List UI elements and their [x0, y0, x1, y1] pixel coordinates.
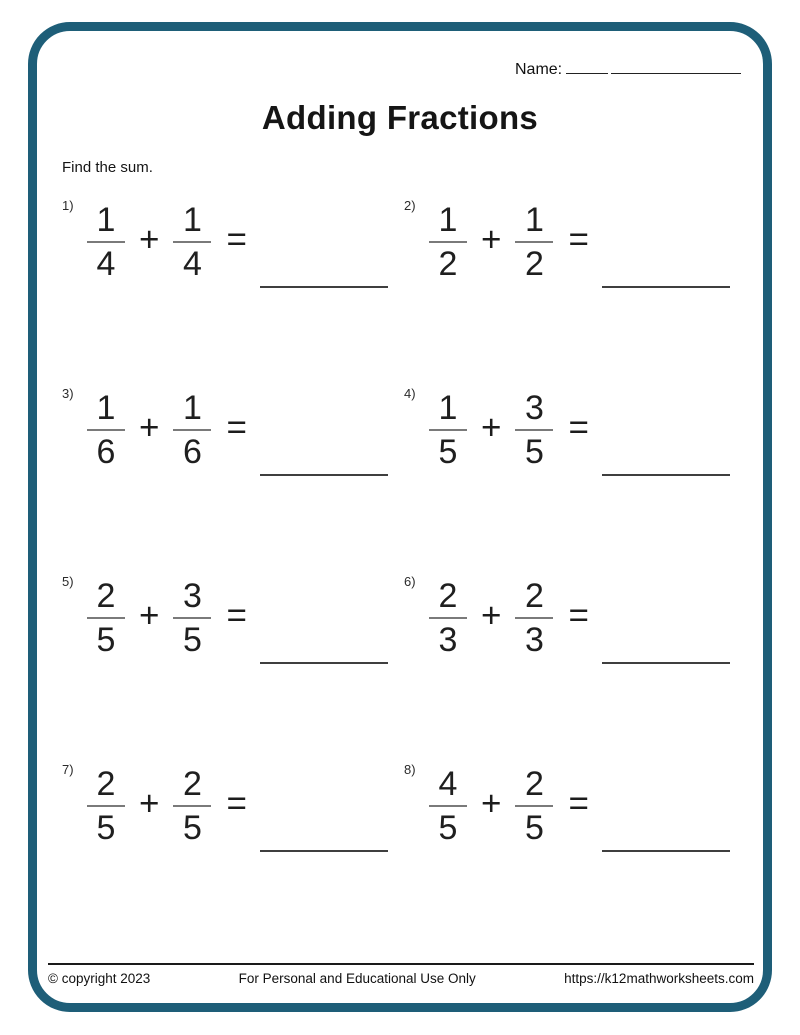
- equals-sign: =: [568, 596, 589, 635]
- fraction-bar: [87, 617, 125, 619]
- fraction-bar: [173, 805, 211, 807]
- problem-number: 1): [62, 198, 74, 213]
- numerator: 1: [182, 201, 202, 239]
- fraction-addend-1: [428, 390, 468, 470]
- fraction-bar: [515, 241, 553, 243]
- denominator: 5: [96, 809, 116, 847]
- fraction-bar: [173, 617, 211, 619]
- footer-copyright: © copyright 2023: [48, 971, 151, 986]
- numerator: 2: [96, 577, 116, 615]
- denominator: 4: [182, 245, 202, 283]
- name-field-row: [515, 58, 741, 79]
- name-blank-line[interactable]: [566, 58, 608, 74]
- numerator: 2: [524, 765, 544, 803]
- fraction-addend-2: [514, 390, 554, 470]
- equals-sign: =: [568, 408, 589, 447]
- numerator: 1: [96, 201, 116, 239]
- problem-expression: [86, 200, 388, 284]
- problem-expression: [86, 764, 388, 848]
- equals-sign: =: [226, 408, 247, 447]
- problem-number: 5): [62, 574, 74, 589]
- name-label: Name:: [515, 61, 563, 78]
- problems-grid: [60, 196, 744, 948]
- denominator: 5: [182, 809, 202, 847]
- numerator: 4: [438, 765, 458, 803]
- problem-expression: [428, 764, 730, 848]
- fraction-addend-2: [172, 202, 212, 282]
- numerator: 1: [96, 389, 116, 427]
- fraction-bar: [429, 241, 467, 243]
- numerator: 3: [182, 577, 202, 615]
- problem-expression: [86, 576, 388, 660]
- fraction-addend-2: [172, 390, 212, 470]
- problem-6: [402, 572, 744, 760]
- plus-sign: +: [139, 596, 160, 635]
- fraction-addend-2: [514, 202, 554, 282]
- fraction-addend-2: [172, 578, 212, 658]
- fraction-bar: [173, 241, 211, 243]
- problem-number: 3): [62, 386, 74, 401]
- denominator: 5: [524, 433, 544, 471]
- equals-sign: =: [568, 784, 589, 823]
- problem-8: [402, 760, 744, 948]
- fraction-bar: [429, 429, 467, 431]
- plus-sign: +: [139, 784, 160, 823]
- fraction-addend-2: [172, 766, 212, 846]
- footer-website-url[interactable]: https://k12mathworksheets.com: [564, 971, 754, 986]
- plus-sign: +: [481, 784, 502, 823]
- equals-sign: =: [226, 784, 247, 823]
- answer-blank[interactable]: [602, 474, 730, 476]
- fraction-bar: [87, 805, 125, 807]
- equals-sign: =: [226, 596, 247, 635]
- numerator: 1: [524, 201, 544, 239]
- plus-sign: +: [481, 220, 502, 259]
- answer-blank[interactable]: [602, 662, 730, 664]
- answer-blank[interactable]: [260, 662, 388, 664]
- equals-sign: =: [568, 220, 589, 259]
- numerator: 2: [182, 765, 202, 803]
- plus-sign: +: [139, 220, 160, 259]
- fraction-bar: [515, 429, 553, 431]
- denominator: 5: [182, 621, 202, 659]
- footer: [48, 971, 754, 986]
- name-blank-line[interactable]: [611, 58, 741, 74]
- problem-number: 4): [404, 386, 416, 401]
- fraction-addend-1: [428, 202, 468, 282]
- fraction-addend-1: [86, 390, 126, 470]
- numerator: 2: [96, 765, 116, 803]
- denominator: 3: [524, 621, 544, 659]
- problem-number: 7): [62, 762, 74, 777]
- problem-2: [402, 196, 744, 384]
- fraction-bar: [87, 429, 125, 431]
- fraction-addend-1: [86, 766, 126, 846]
- answer-blank[interactable]: [602, 286, 730, 288]
- problem-expression: [428, 200, 730, 284]
- denominator: 6: [96, 433, 116, 471]
- answer-blank[interactable]: [260, 474, 388, 476]
- numerator: 2: [438, 577, 458, 615]
- problem-7: [60, 760, 402, 948]
- numerator: 1: [182, 389, 202, 427]
- fraction-addend-1: [86, 202, 126, 282]
- fraction-addend-1: [428, 766, 468, 846]
- fraction-bar: [429, 617, 467, 619]
- numerator: 1: [438, 201, 458, 239]
- fraction-addend-1: [428, 578, 468, 658]
- denominator: 2: [438, 245, 458, 283]
- fraction-bar: [429, 805, 467, 807]
- answer-blank[interactable]: [602, 850, 730, 852]
- problem-number: 2): [404, 198, 416, 213]
- instruction-text: Find the sum.: [62, 159, 153, 176]
- plus-sign: +: [481, 596, 502, 635]
- problem-5: [60, 572, 402, 760]
- denominator: 3: [438, 621, 458, 659]
- numerator: 1: [438, 389, 458, 427]
- fraction-bar: [173, 429, 211, 431]
- fraction-addend-2: [514, 766, 554, 846]
- denominator: 5: [524, 809, 544, 847]
- fraction-bar: [515, 617, 553, 619]
- answer-blank[interactable]: [260, 850, 388, 852]
- footer-divider: [48, 963, 754, 965]
- problem-3: [60, 384, 402, 572]
- plus-sign: +: [481, 408, 502, 447]
- answer-blank[interactable]: [260, 286, 388, 288]
- numerator: 2: [524, 577, 544, 615]
- footer-usage-note: For Personal and Educational Use Only: [238, 971, 476, 986]
- equals-sign: =: [226, 220, 247, 259]
- denominator: 5: [438, 809, 458, 847]
- fraction-bar: [515, 805, 553, 807]
- denominator: 6: [182, 433, 202, 471]
- problem-4: [402, 384, 744, 572]
- denominator: 4: [96, 245, 116, 283]
- problem-number: 8): [404, 762, 416, 777]
- problem-number: 6): [404, 574, 416, 589]
- fraction-addend-1: [86, 578, 126, 658]
- page-title: Adding Fractions: [261, 99, 539, 136]
- denominator: 5: [438, 433, 458, 471]
- fraction-bar: [87, 241, 125, 243]
- numerator: 3: [524, 389, 544, 427]
- denominator: 2: [524, 245, 544, 283]
- problem-expression: [428, 388, 730, 472]
- plus-sign: +: [139, 408, 160, 447]
- problem-expression: [86, 388, 388, 472]
- problem-1: [60, 196, 402, 384]
- fraction-addend-2: [514, 578, 554, 658]
- denominator: 5: [96, 621, 116, 659]
- problem-expression: [428, 576, 730, 660]
